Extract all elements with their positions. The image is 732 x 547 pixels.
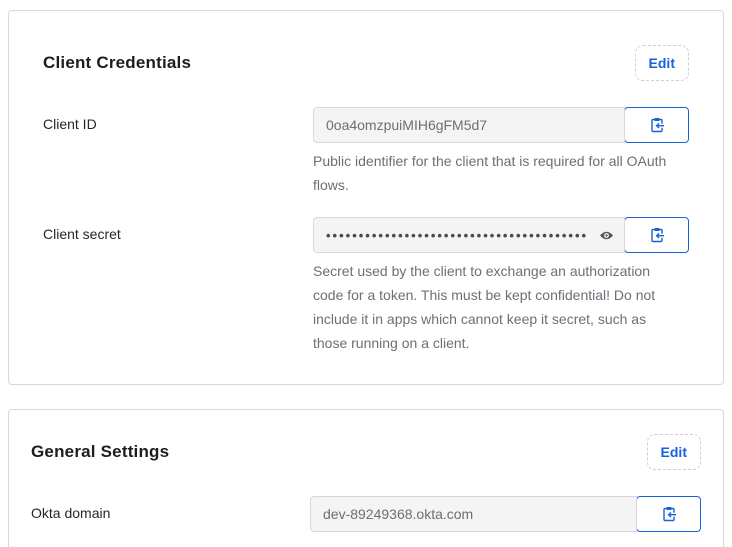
client-secret-masked-value: •••••••••••••••••••••••••••••••••••••••• bbox=[326, 227, 589, 243]
okta-domain-field[interactable] bbox=[310, 496, 637, 532]
eye-icon bbox=[599, 230, 614, 241]
client-secret-field-group bbox=[313, 217, 689, 253]
copy-client-id-button[interactable] bbox=[624, 107, 689, 143]
okta-domain-field-column bbox=[310, 496, 701, 532]
copy-icon bbox=[649, 227, 665, 243]
client-id-value: 0oa4omzpuiMIH6gFM5d7 bbox=[326, 117, 488, 133]
client-credentials-header bbox=[43, 45, 689, 81]
toggle-secret-visibility-button[interactable] bbox=[596, 225, 616, 245]
client-id-label: Client ID bbox=[43, 116, 97, 132]
okta-domain-label: Okta domain bbox=[31, 505, 111, 521]
general-settings-header bbox=[31, 434, 701, 470]
client-id-helper-text: Public identifier for the client that is required for all OAuth flows. bbox=[313, 153, 667, 193]
copy-icon bbox=[649, 117, 665, 133]
client-secret-helper-text: Secret used by the client to exchange an authorization code for a token. This must be kept confidential! Do not include it in apps which cannot keep it secret, such as those running on a client. bbox=[313, 263, 656, 351]
general-settings-title: General Settings bbox=[31, 442, 170, 461]
okta-domain-row bbox=[31, 496, 701, 532]
okta-domain-value: dev-89249368.okta.com bbox=[323, 506, 474, 522]
client-credentials-panel bbox=[8, 10, 724, 385]
client-id-field-column bbox=[313, 107, 689, 197]
client-id-row bbox=[43, 107, 689, 197]
general-settings-panel bbox=[8, 409, 724, 547]
copy-client-secret-button[interactable] bbox=[624, 217, 689, 253]
okta-domain-field-group bbox=[310, 496, 701, 532]
client-id-field[interactable] bbox=[313, 107, 625, 143]
client-secret-field[interactable] bbox=[313, 217, 625, 253]
page-title: Client Credentials bbox=[43, 53, 192, 72]
edit-general-settings-button[interactable]: Edit bbox=[647, 434, 701, 470]
client-secret-label: Client secret bbox=[43, 226, 121, 242]
client-secret-row bbox=[43, 217, 689, 355]
client-secret-field-column bbox=[313, 217, 689, 355]
edit-client-credentials-button[interactable]: Edit bbox=[635, 45, 689, 81]
client-id-field-group bbox=[313, 107, 689, 143]
copy-icon bbox=[661, 506, 677, 522]
copy-okta-domain-button[interactable] bbox=[636, 496, 701, 532]
